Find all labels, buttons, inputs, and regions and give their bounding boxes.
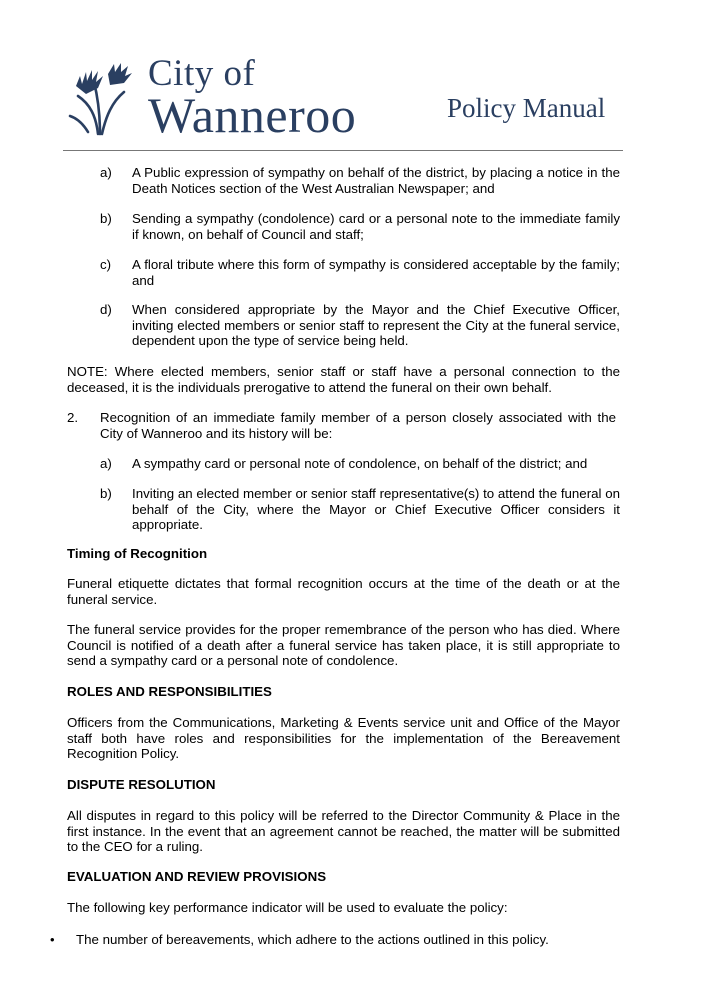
list-item: A Public expression of sympathy on behalf of the district, by placing a notice in the Death Notices section of the West Australian Newspaper; and bbox=[132, 165, 620, 196]
paragraph: Funeral etiquette dictates that formal recognition occurs at the time of the death or at the funeral service. bbox=[67, 576, 620, 607]
list-marker: a) bbox=[100, 165, 112, 180]
list-item: The number of bereavements, which adhere to the actions outlined in this policy. bbox=[76, 932, 549, 947]
list-item: A floral tribute where this form of sympathy is considered acceptable by the family; and bbox=[132, 257, 620, 288]
list-item: When considered appropriate by the Mayor and the Chief Executive Officer, inviting elected members or senior staff to represent the City at the funeral service, dependent upon the type of service being held. bbox=[132, 302, 620, 349]
list-item: Sending a sympathy (condolence) card or a personal note to the immediate family if known, on behalf of Council and staff; bbox=[132, 211, 620, 242]
paragraph: All disputes in regard to this policy will be referred to the Director Community & Place in the first instance. In the event that an agreement cannot be reached, the matter will be submitted to the CEO for a ruling. bbox=[67, 808, 620, 855]
kangaroo-paw-logo-icon bbox=[68, 56, 138, 136]
list-marker: 2. bbox=[67, 410, 79, 425]
list-marker: b) bbox=[100, 211, 112, 226]
paragraph: The funeral service provides for the proper remembrance of the person who has died. Where Council is notified of a death after a funeral service has taken place, it is still appropriate to send a sympathy card or a personal note of condolence. bbox=[67, 622, 620, 669]
list-marker: d) bbox=[100, 302, 112, 317]
header-divider bbox=[63, 150, 623, 151]
section-heading: DISPUTE RESOLUTION bbox=[67, 777, 216, 792]
list-marker: a) bbox=[100, 456, 112, 471]
list-item: A sympathy card or personal note of condolence, on behalf of the district; and bbox=[132, 456, 588, 471]
section-title: Policy Manual bbox=[447, 93, 606, 123]
note-paragraph: NOTE: Where elected members, senior staff or staff have a personal connection to the deceased, it is the individuals prerogative to attend the funeral on their own behalf. bbox=[67, 364, 620, 395]
section-heading: ROLES AND RESPONSIBILITIES bbox=[67, 684, 272, 699]
section-heading: Timing of Recognition bbox=[67, 546, 208, 561]
list-item: Recognition of an immediate family member of a person closely associated with the City of Wanneroo and its history will be: bbox=[100, 410, 616, 441]
list-marker: c) bbox=[100, 257, 112, 272]
section-heading: EVALUATION AND REVIEW PROVISIONS bbox=[67, 869, 327, 884]
list-marker: b) bbox=[100, 486, 112, 501]
paragraph: Officers from the Communications, Marketing & Events service unit and Office of the Mayor staff both have roles and responsibilities for the implementation of the Bereavement Recognition Policy. bbox=[67, 715, 620, 762]
paragraph: The following key performance indicator will be used to evaluate the policy: bbox=[67, 900, 508, 915]
bullet-icon: • bbox=[50, 932, 55, 947]
city-logo bbox=[68, 52, 368, 142]
logo-text-wanneroo: Wanneroo bbox=[148, 87, 357, 143]
list-item: Inviting an elected member or senior staff representative(s) to attend the funeral on behalf of the City, where the Mayor or Chief Executive Officer considers it appropriate. bbox=[132, 486, 620, 533]
logo-text-city-of: City of bbox=[148, 53, 256, 94]
